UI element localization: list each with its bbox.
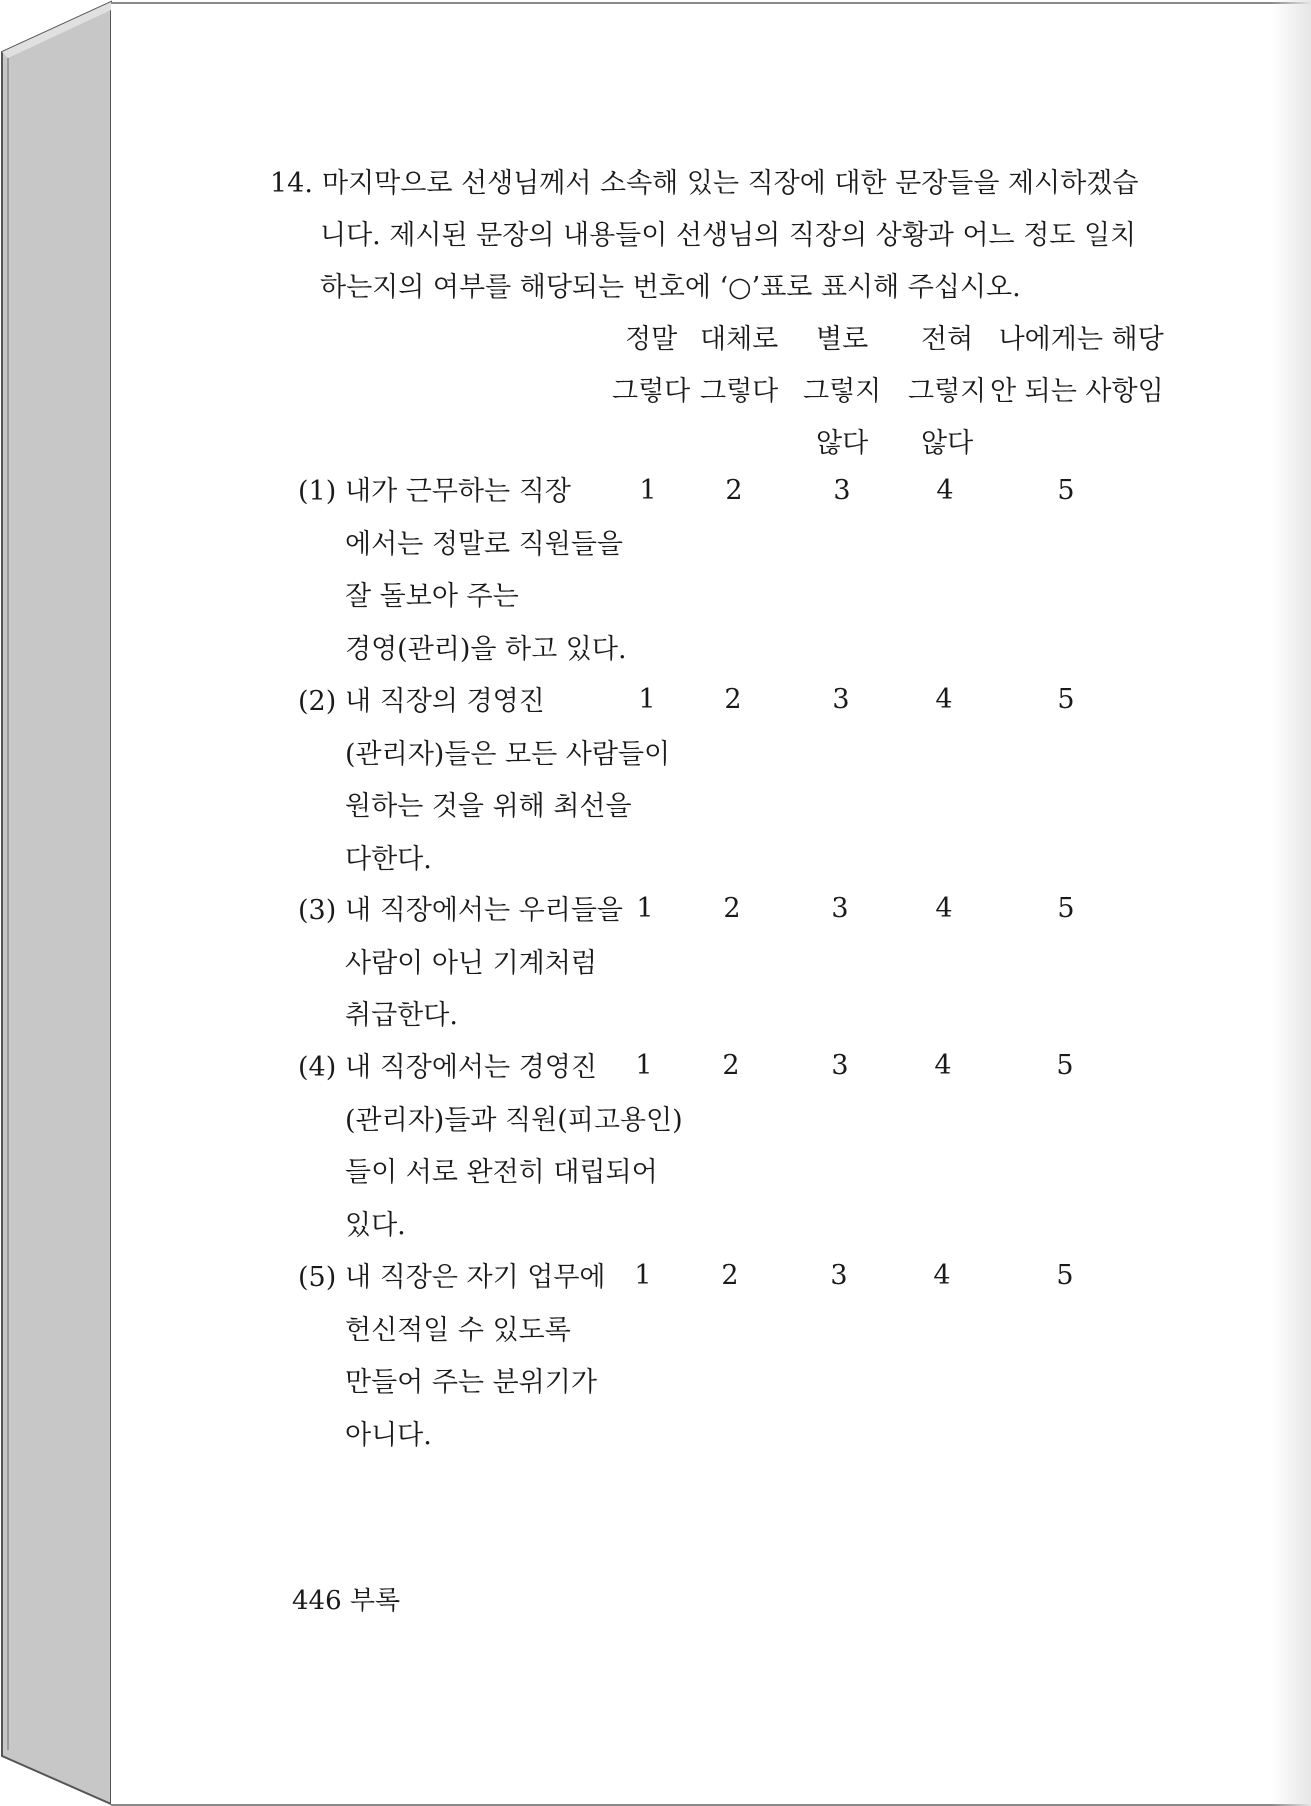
- header-line: 별로: [816, 324, 869, 355]
- question-line: 하는지의 여부를 해당되는 번호에 ‘○’표로 표시해 주십시오.: [320, 272, 1021, 303]
- score-option[interactable]: 4: [936, 475, 954, 506]
- item-line: 내 직장에서는 경영진: [345, 1052, 597, 1083]
- header-line: 않다: [816, 428, 869, 459]
- score-option[interactable]: 5: [1056, 1260, 1074, 1291]
- header-line: 그렇다: [700, 376, 779, 407]
- score-option[interactable]: 1: [634, 1260, 652, 1291]
- scale-header-not-applicable: [990, 314, 1164, 418]
- page-footer: [292, 1580, 400, 1617]
- item-line: 내 직장에서는 우리들을: [345, 895, 623, 926]
- item-label: (2): [298, 686, 337, 717]
- scale-header-disagree: [803, 314, 881, 470]
- item-label: (1): [298, 476, 337, 507]
- survey-item-2: [298, 676, 670, 886]
- item-line: (관리자)들은 모든 사람들이: [345, 738, 671, 770]
- header-line: 나에게는 해당: [998, 324, 1164, 355]
- header-line: 그렇지: [803, 376, 882, 407]
- item-line: 아니다.: [345, 1419, 432, 1451]
- score-option[interactable]: 3: [831, 893, 849, 924]
- item-line: 헌신적일 수 있도록: [345, 1314, 571, 1346]
- score-option[interactable]: 2: [725, 475, 743, 506]
- header-line: 그렇지: [908, 376, 987, 407]
- scale-header-strongly-agree: [612, 314, 690, 418]
- header-line: 안 되는 사항임: [990, 376, 1164, 407]
- item-line: 사람이 아닌 기계처럼: [345, 947, 597, 979]
- item-label: (4): [298, 1052, 337, 1083]
- score-option[interactable]: 1: [635, 1050, 653, 1081]
- score-option[interactable]: 2: [724, 684, 742, 715]
- score-option[interactable]: 4: [933, 1260, 951, 1291]
- score-option[interactable]: 2: [721, 1260, 739, 1291]
- score-option[interactable]: 4: [935, 893, 953, 924]
- score-option[interactable]: 4: [934, 1050, 952, 1081]
- survey-item-5: [298, 1252, 606, 1462]
- question-number: 14.: [270, 168, 313, 199]
- header-line: 그렇다: [612, 376, 691, 407]
- survey-item-1: [298, 466, 627, 676]
- header-line: 않다: [921, 428, 974, 459]
- page-number: 446: [292, 1586, 342, 1616]
- score-option[interactable]: 1: [636, 893, 654, 924]
- score-option[interactable]: 3: [831, 1050, 849, 1081]
- score-option[interactable]: 5: [1057, 475, 1075, 506]
- scale-header-agree: [700, 314, 778, 418]
- item-line: 경영(관리)을 하고 있다.: [345, 633, 627, 665]
- book-spine: [0, 0, 112, 1806]
- question-line: 마지막으로 선생님께서 소속해 있는 직장에 대한 문장들을 제시하겠습: [322, 168, 1139, 199]
- page-edge-shadow: [1271, 0, 1311, 1806]
- item-line: 만들어 주는 분위기가: [345, 1367, 597, 1398]
- section-title: 부록: [349, 1586, 401, 1616]
- score-option[interactable]: 5: [1057, 684, 1075, 715]
- score-option[interactable]: 3: [832, 684, 850, 715]
- item-line: 내 직장은 자기 업무에: [345, 1262, 606, 1293]
- header-line: 대체로: [700, 324, 779, 355]
- item-label: (3): [298, 895, 337, 926]
- scale-header-strongly-disagree: [908, 314, 986, 470]
- item-line: 들이 서로 완전히 대립되어: [345, 1157, 658, 1188]
- item-line: 취급한다.: [345, 1000, 458, 1031]
- score-option[interactable]: 3: [830, 1260, 848, 1291]
- header-line: 정말: [625, 324, 678, 355]
- item-label: (5): [298, 1262, 337, 1293]
- item-line: 원하는 것을 위해 최선을: [345, 791, 632, 822]
- header-line: 전혀: [921, 324, 974, 355]
- question-line: 니다. 제시된 문장의 내용들이 선생님의 직장의 상황과 어느 정도 일치: [320, 220, 1137, 251]
- item-line: 내가 근무하는 직장: [345, 476, 571, 507]
- score-option[interactable]: 1: [639, 475, 657, 506]
- score-option[interactable]: 2: [723, 893, 741, 924]
- score-option[interactable]: 1: [638, 684, 656, 715]
- score-option[interactable]: 5: [1056, 1050, 1074, 1081]
- item-line: 있다.: [345, 1209, 406, 1241]
- score-option[interactable]: 5: [1057, 893, 1075, 924]
- item-line: 내 직장의 경영진: [345, 686, 545, 717]
- item-line: 잘 돌보아 주는: [345, 581, 519, 612]
- score-option[interactable]: 3: [833, 475, 851, 506]
- item-line: 에서는 정말로 직원들을: [345, 528, 623, 560]
- score-option[interactable]: 2: [722, 1050, 740, 1081]
- score-option[interactable]: 4: [935, 684, 953, 715]
- item-line: (관리자)들과 직원(피고용인): [345, 1104, 683, 1136]
- item-line: 다한다.: [345, 843, 432, 875]
- survey-item-3: [298, 885, 623, 1043]
